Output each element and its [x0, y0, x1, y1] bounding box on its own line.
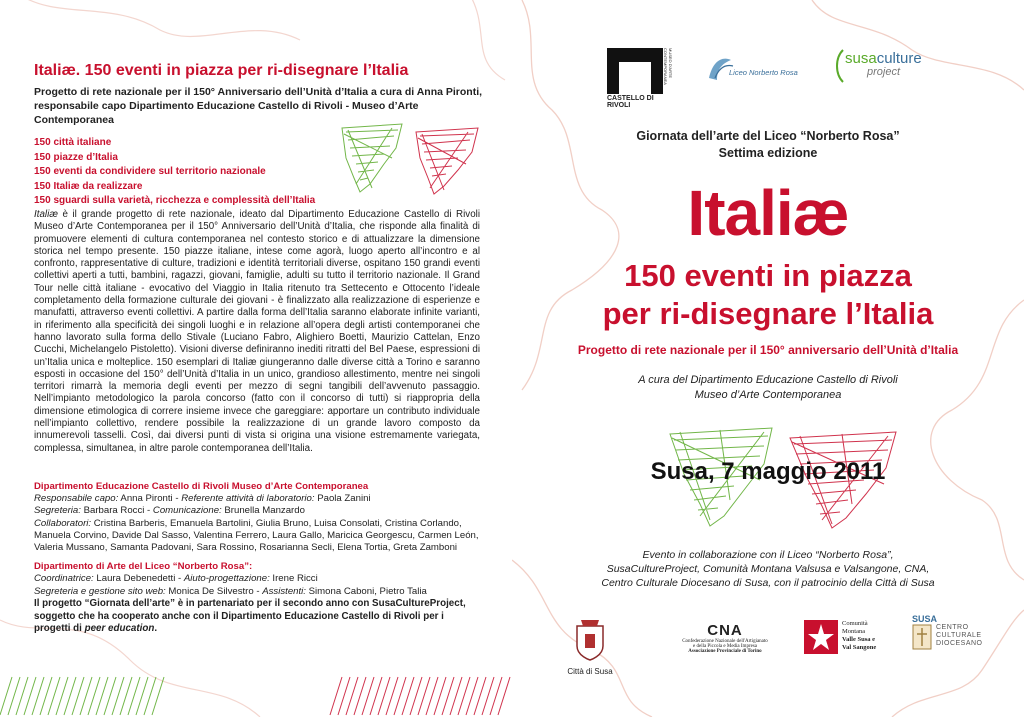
- highlight-item: 150 piazze d’Italia: [34, 151, 118, 163]
- project-description: [34, 209, 480, 455]
- main-title: Italiæ: [687, 177, 849, 249]
- comunita-montana-logo: Comunità Montana Valle Susa e Val Sangone: [804, 620, 838, 659]
- body-lead-italic: Italiæ: [34, 209, 58, 220]
- star-emblem-icon: [804, 620, 838, 654]
- tricolor-hatch-band: [0, 675, 512, 717]
- sponsor-logos: [542, 612, 1012, 707]
- partnership-note: Il progetto “Giornata dell’arte” è in partenariato per il secondo anno con SusaCultureProject, soggetto che ha cooperato anche con il Dipartimento Educazione Castello di Rivoli per i progetti di peer education.: [34, 598, 466, 634]
- staff-line: Responsabile capo: Anna Pironti - Referente attività di laboratorio: Paola Zanini: [34, 493, 371, 505]
- staff-line: Coordinatrice: Laura Debenedetti - Aiuto-progettazione: Irene Ricci: [34, 573, 318, 585]
- cna-logo: CNA Confederazione Nazionale dell'Artigianato e della Piccola e Media Impresa Associazione Provinciale di Torino: [682, 622, 768, 654]
- main-subtitle: 150 eventi in piazza per ri-disegnare l’Italia: [602, 258, 934, 331]
- left-subtitle: Progetto di rete nazionale per il 150° Anniversario dell’Unità d’Italia a cura di Anna Pironti, responsabile capo Dipartimento Educazione Castello di Rivoli - Museo d’Arte Contemporanea: [34, 86, 483, 126]
- highlight-item: 150 sguardi sulla varietà, ricchezza e complessità dell’Italia: [34, 195, 316, 206]
- staff-line: Segreteria: Barbara Rocci - Comunicazione: Brunella Manzardo: [34, 505, 305, 517]
- collaboration-note: Evento in collaborazione con il Liceo “Norberto Rosa”, SusaCultureProject, Comunità Montana Valsusa e Valsangone, CNA, Centro Culturale Diocesano di Susa, con il patrocinio della Città di Susa: [601, 549, 935, 589]
- event-date-location: Susa, 7 maggio 2011: [650, 458, 886, 485]
- crest-icon: [573, 618, 607, 662]
- event-heading: Giornata dell’arte del Liceo “Norberto Rosa” Settima edizione: [636, 129, 900, 160]
- highlight-item: 150 eventi da condividere sul territorio nazionale: [34, 166, 266, 177]
- curator-line: A cura del Dipartimento Educazione Castello di Rivoli Museo d’Arte Contemporanea: [638, 374, 898, 401]
- citta-di-susa-logo: Città di Susa: [562, 618, 618, 676]
- left-title: Italiæ. 150 eventi in piazza per ri-disegnare l’Italia: [34, 62, 409, 79]
- staff-line: Segreteria e gestione sito web: Monica De Silvestro - Assistenti: Simona Caboni, Pietro Talia: [34, 585, 427, 597]
- project-line: Progetto di rete nazionale per il 150° anniversario dell’Unità d’Italia: [577, 343, 959, 357]
- staff-liceo-heading: Dipartimento di Arte del Liceo “Norberto Rosa”:: [34, 561, 253, 573]
- castello-rivoli-logo: CASTELLO DI RIVOLI MUSEO D'ARTE CONTEMPORANEA: [607, 48, 673, 109]
- staff-castello-heading: Dipartimento Educazione Castello di Rivoli Museo d’Arte Contemporanea: [34, 481, 369, 492]
- body-text: è il grande progetto di rete nazionale, ideato dal Dipartimento Educazione Castello di Rivoli Museo d’Arte Contemporanea per il 150° Anniversario dell’Unità d’Italia, che risponde alla finalità di promuovere elementi di cultura contemporanea nel contesto storico e di attualizzare la dimensione storica nel tempo presente. 150 piazze italiane, intese come agorà, luogo aperto all’incontro e al confronto, rappresentative di culture, tradizioni e identità territoriali diverse, ospitano 150 grandi eventi collettivi aperti a tutti, bambini, ragazzi, giovani, famiglie, adulti su tutto il territorio nazionale. Il Grand Tour nelle città italiane - evocativo del Viaggio in Italia ritenuto tra Settecento e Ottocento l’ideale completamento della formazione culturale dei giovani - è finalizzato alla realizzazione di esperienze e manufatti, attraverso eventi collettivi. A partire dalla forma dell’Italia saranno elaborate infinite varianti, in riferimento alla specificità dei singoli luoghi e in relazione all’opera degli artisti contemporanei che hanno lavorato sulla forma dello Stivale (Luciano Fabro, Alighiero Boetti, Maurizio Cattelan, Enzo Cucchi, Michelangelo Pistoletto). Visioni diverse definiranno inediti ritratti del Bel Paese, espressioni di un’Italia unica e molteplice. 150 esemplari di Italiæ giungeranno dalle diverse città a Torino e saranno esposti in occasione del 150° dell’Unità d’Italia in un unico, grandioso allestimento, mentre nei singoli territori rimarrà la memoria degli eventi per mezzo di segni tangibili dell’avvenuto passaggio. Nell’impianto metodologico la parola concorso (fatto con il concorso di tutti) si riappropria della dimensione etimologica di correre insieme invece che gareggiare: apportare un contributo individuale nell’impianto collettivo, rendere possibile la realizzazione di un grande lavoro composto da innumerevoli tasselli. Così, dai diversi punti di vista si origina una visione estremamente variegata, complessa, simultanea, in altre parole contemporanea dell’Italia.: [34, 209, 480, 454]
- centro-culturale-diocesano-logo: SUSA CENTRO CULTURALE DIOCESANO: [912, 614, 937, 655]
- right-panel: [512, 0, 1024, 717]
- highlight-item: 150 città italiane: [34, 137, 112, 148]
- project-highlights-list: [34, 136, 454, 209]
- header-logos: [607, 48, 1024, 108]
- liceo-norberto-rosa-logo: Liceo Norberto Rosa: [705, 54, 735, 87]
- diocese-emblem-icon: [912, 624, 932, 650]
- staff-line: Collaboratori: Cristina Barberis, Emanuela Bartolini, Giulia Bruno, Luisa Consolati, Cristina Corlando, Manuela Corvino, Davide Dal Sasso, Valentina Ferrero, Laura Gallo, Maricica Georgescu, Carmen León, Valeria Mussano, Samanta Padovani, Sara Rossino, Rosarianna Secli, Elena Tortia, Greta Zamboni: [34, 517, 479, 554]
- staff-credits: [34, 481, 480, 598]
- highlight-item: 150 Italiæ da realizzare: [34, 180, 143, 192]
- susaculture-project-logo: susaculture project: [835, 48, 845, 89]
